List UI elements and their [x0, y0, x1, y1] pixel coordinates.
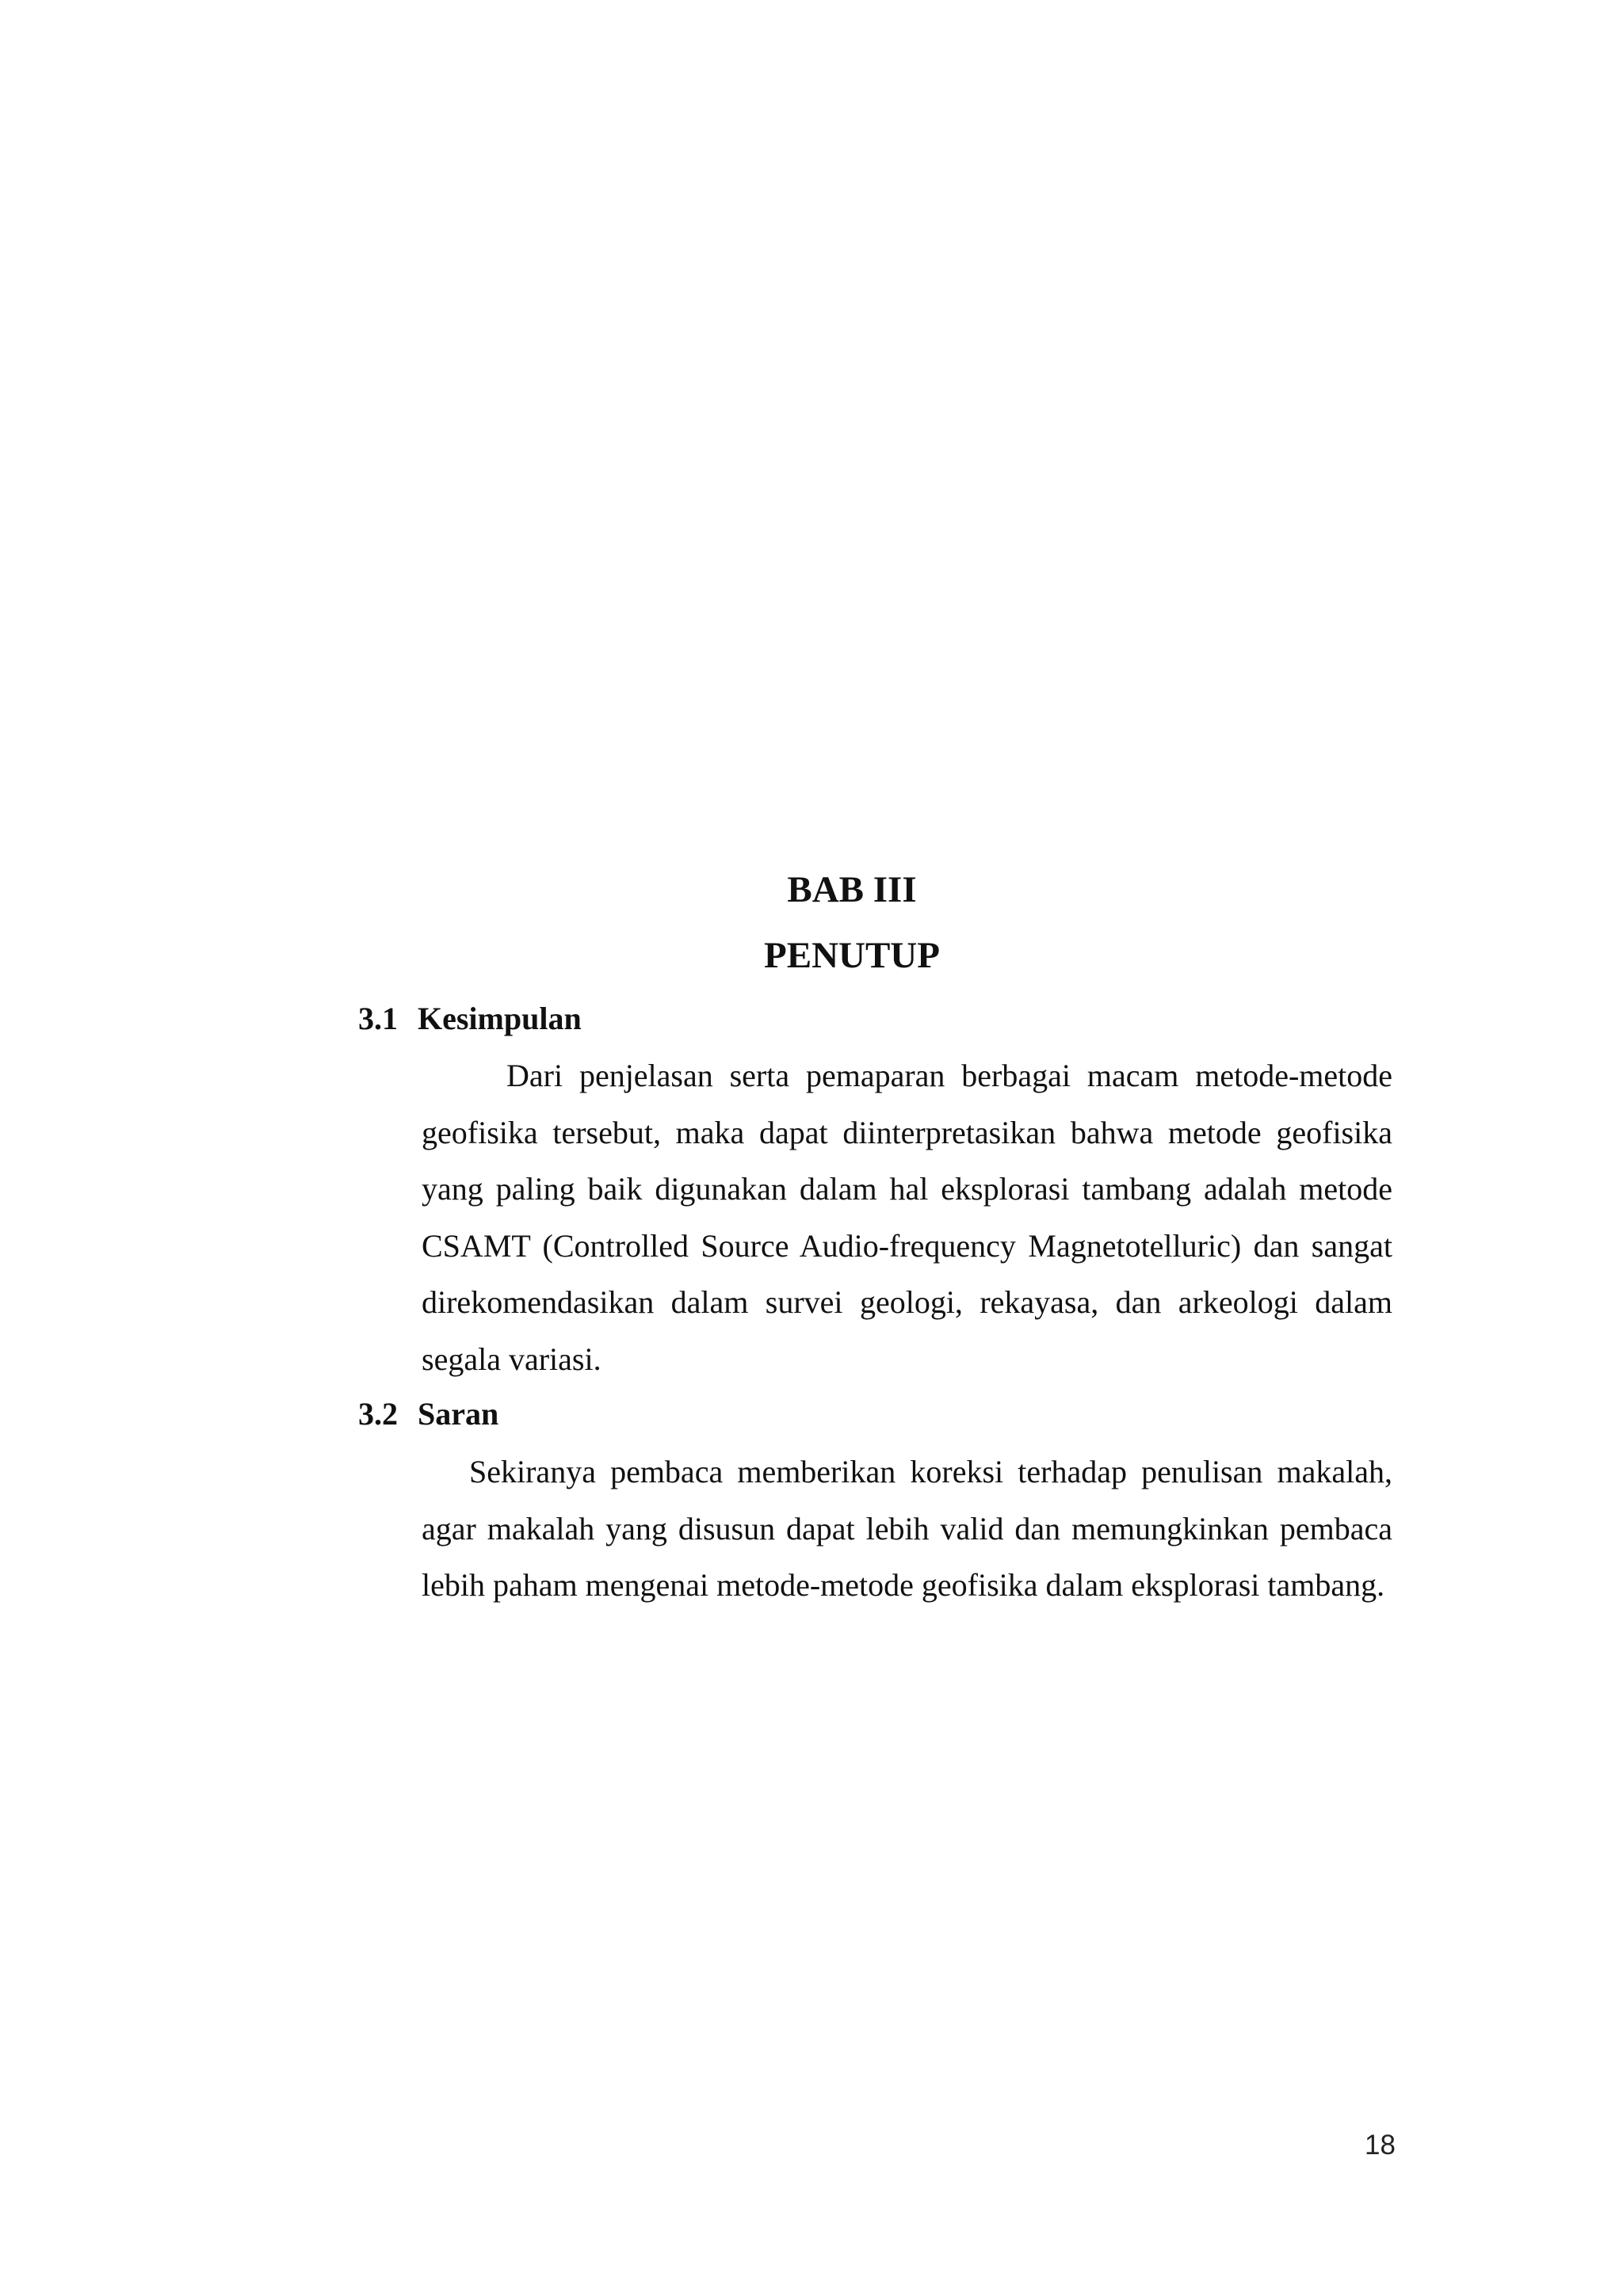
section-heading-saran [358, 1398, 498, 1430]
section-title: Saran [418, 1396, 499, 1432]
saran-paragraph: Sekiranya pembaca memberikan koreksi terhadap penulisan makalah, agar makalah yang disusun dapat lebih valid dan memungkinkan pembaca lebih paham mengenai metode-metode geofisika dalam eksplorasi tambang. [422, 1454, 1392, 1603]
chapter-number: BAB III [787, 869, 917, 910]
section-number: 3.1 [358, 1001, 398, 1036]
section-heading-kesimpulan [358, 1003, 582, 1035]
kesimpulan-paragraph: Dari penjelasan serta pemaparan berbagai macam metode-metode geofisika tersebut, maka dapat diinterpretasikan bahwa metode geofisika yang paling baik digunakan dalam hal eksplorasi tambang adalah metode CSAMT (Controlled Source Audio-frequency Magnetotelluric) dan sangat direkomendasikan dalam survei geologi, rekayasa, dan arkeologi dalam segala variasi. [422, 1058, 1392, 1377]
chapter-title: PENUTUP [764, 935, 940, 976]
section-title: Kesimpulan [418, 1001, 582, 1036]
section-number: 3.2 [358, 1396, 398, 1432]
page-number: 18 [1365, 2130, 1396, 2161]
